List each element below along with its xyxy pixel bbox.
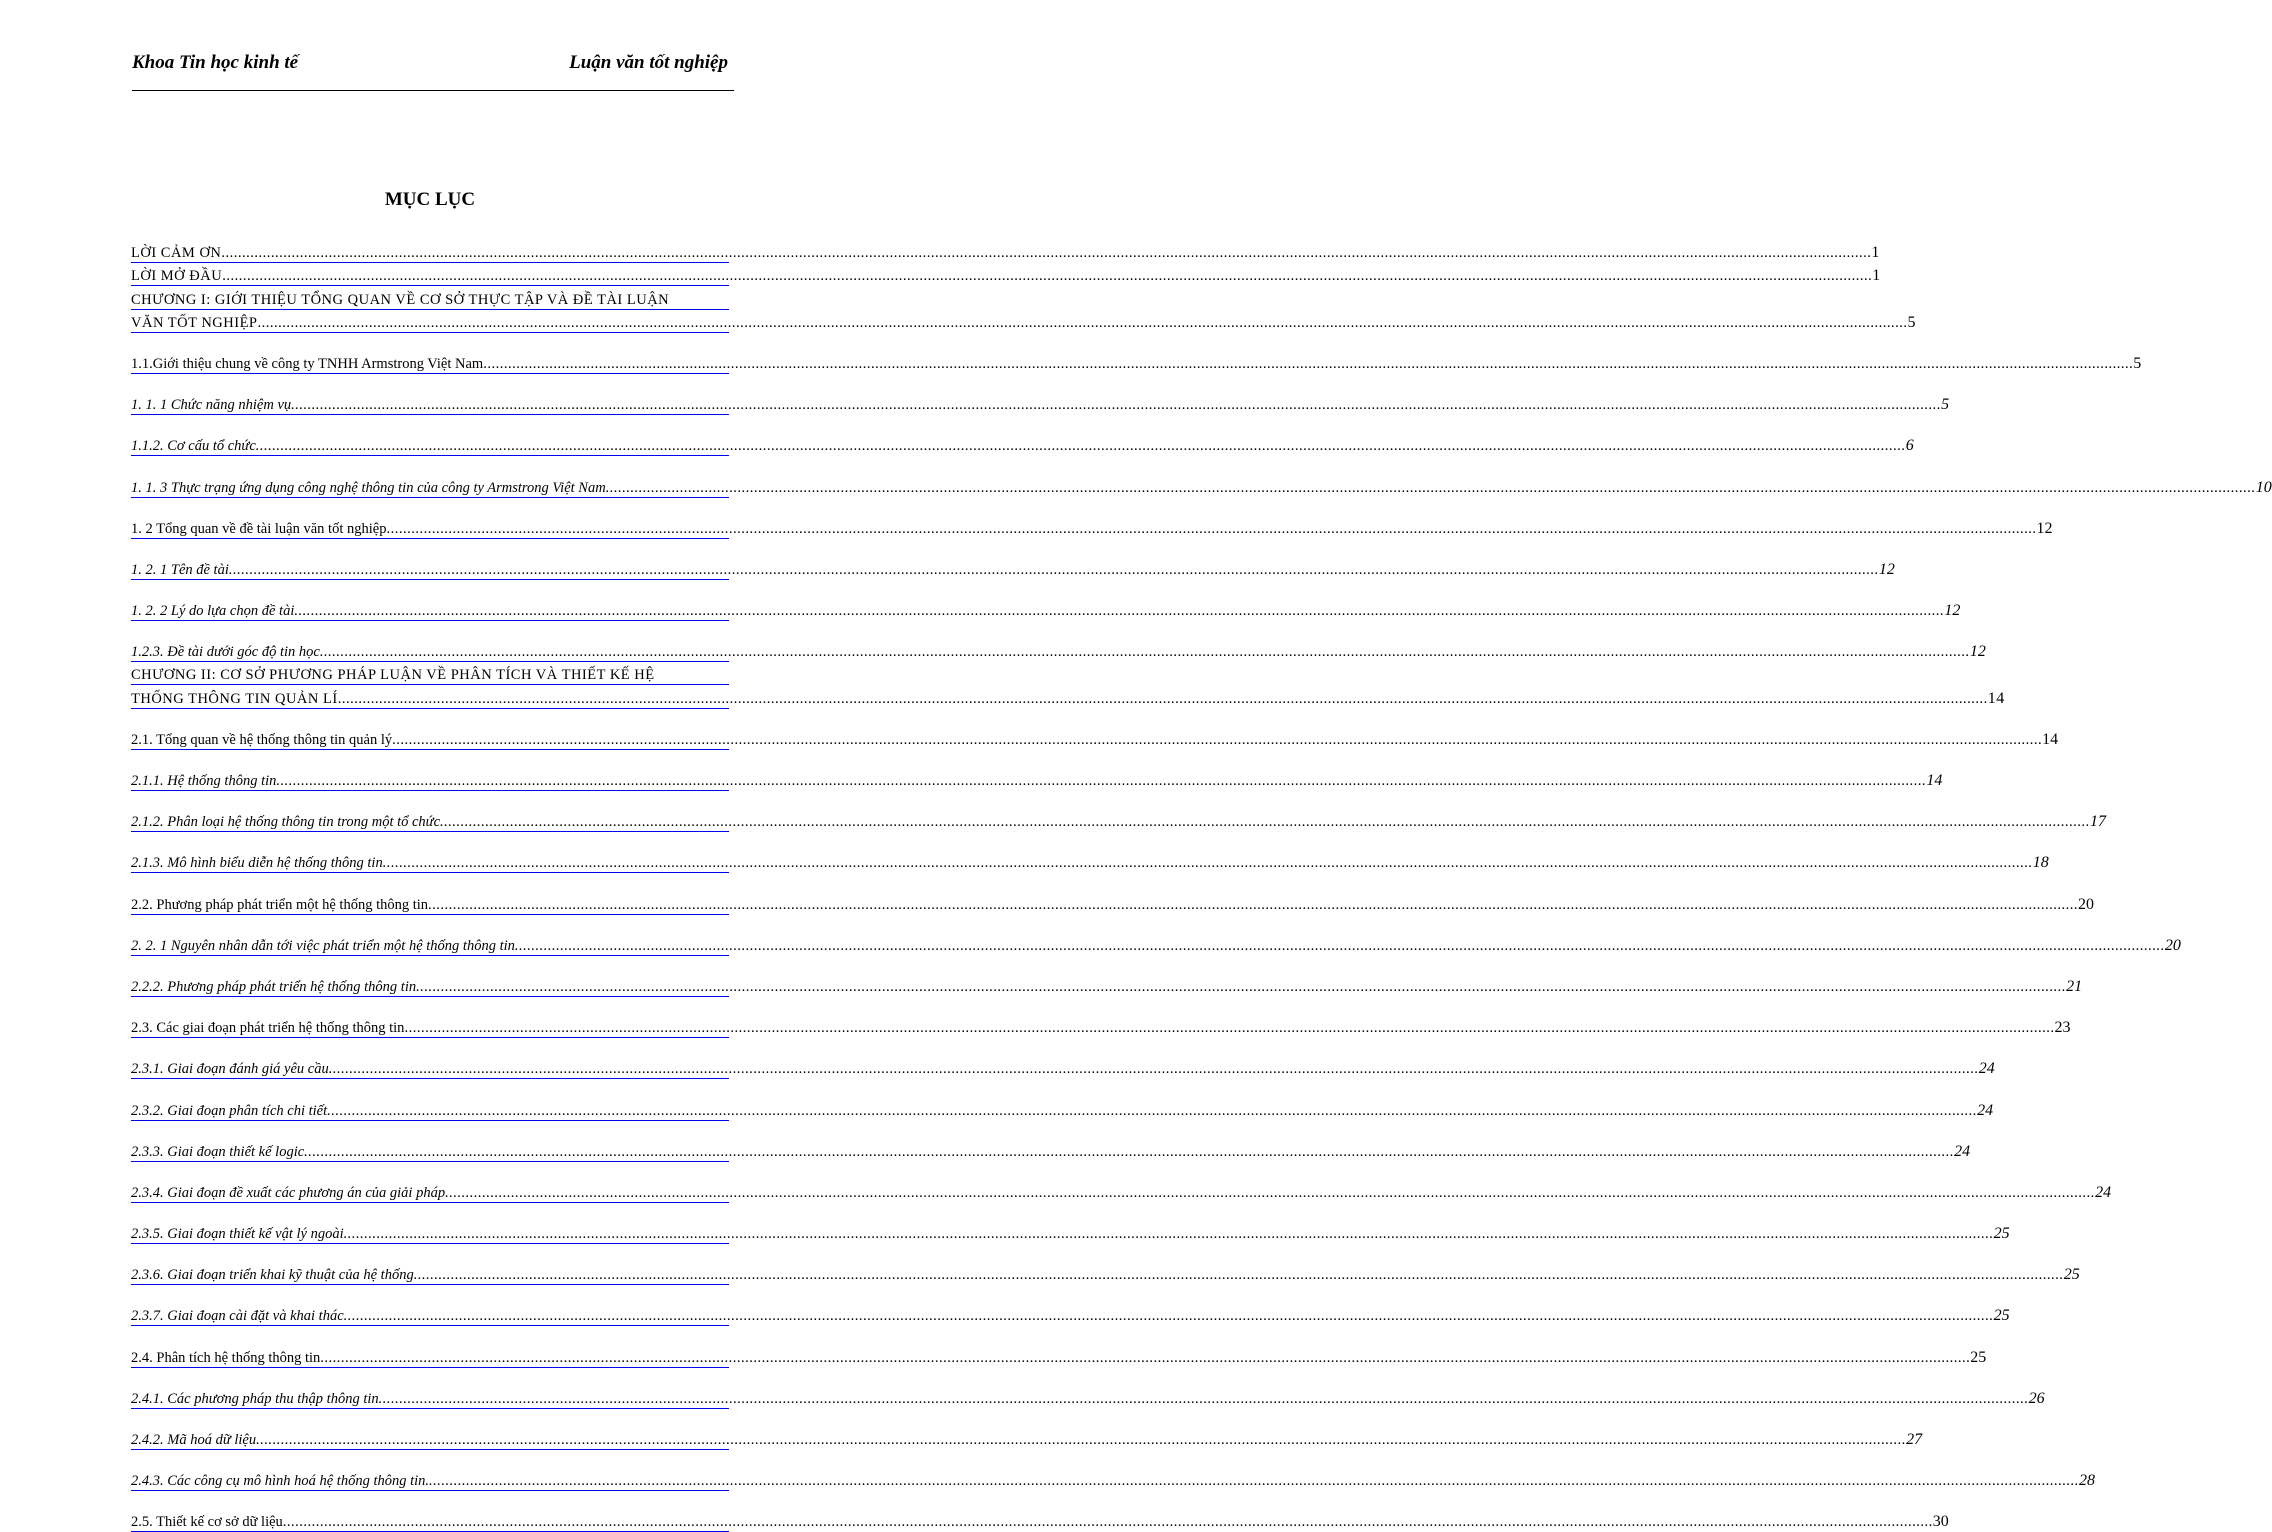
toc-page-number: 5 <box>1907 313 1916 331</box>
dot-leader: ................................................................................................................................................................................................................................................................................................................................................................................................................ <box>319 644 1970 661</box>
toc-page-number: 5 <box>1941 396 1950 414</box>
dot-leader: ................................................................................................................................................................................................................................................................................................................................................................................................................ <box>228 561 1879 578</box>
toc-entry[interactable] <box>131 809 2107 832</box>
toc-page-number: 28 <box>2079 1472 2096 1490</box>
toc-entry[interactable] <box>131 240 1880 263</box>
toc-page-number: 14 <box>2042 730 2059 748</box>
dot-leader: ................................................................................................................................................................................................................................................................................................................................................................................................................ <box>343 1226 1994 1243</box>
toc-entry-label-line1: CHƯƠNG I: GIỚI THIỆU TỔNG QUAN VỀ CƠ SỞ THỰC TẬP VÀ ĐỀ TÀI LUẬN <box>131 286 729 309</box>
faculty-name: Khoa Tin học kinh tế <box>132 52 299 73</box>
dot-leader: ................................................................................................................................................................................................................................................................................................................................................................................................................ <box>282 1514 1933 1531</box>
toc-entry-label: 1. 2 Tổng quan về đề tài luận văn tốt nghiệp <box>131 520 387 537</box>
toc-page-number: 25 <box>1970 1348 1987 1366</box>
toc-entry[interactable] <box>131 1344 1987 1367</box>
toc-entry-label: 2.4. Phân tích hệ thống thông tin <box>131 1349 321 1366</box>
toc-entry[interactable] <box>131 662 2005 708</box>
toc-entry[interactable] <box>131 598 1961 621</box>
toc-entry-label: 1.1.2. Cơ cấu tổ chức <box>131 438 256 455</box>
toc-page-number: 26 <box>2028 1389 2045 1407</box>
dot-leader: ................................................................................................................................................................................................................................................................................................................................................................................................................ <box>255 438 1906 455</box>
toc-entry-label: 2.4.3. Các công cụ mô hình hoá hệ thống thông tin. <box>131 1473 430 1490</box>
toc-entry-label: 2.3.7. Giai đoạn cài đặt và khai thác <box>131 1308 344 1325</box>
toc-page-number: 1 <box>1872 267 1881 285</box>
toc-entry[interactable] <box>131 768 1943 791</box>
dot-leader: ................................................................................................................................................................................................................................................................................................................................................................................................................ <box>257 314 1908 331</box>
toc-entry-label: 2.4.1. Các phương pháp thu thập thông tin <box>131 1390 379 1407</box>
toc-entry-label: 2.3.2. Giai đoạn phân tích chi tiết <box>131 1102 328 1119</box>
dot-leader: ................................................................................................................................................................................................................................................................................................................................................................................................................ <box>221 245 1872 262</box>
dot-leader: ................................................................................................................................................................................................................................................................................................................................................................................................................ <box>386 520 2037 537</box>
toc-page-number: 27 <box>1906 1431 1923 1448</box>
toc-page-number: 21 <box>2066 977 2083 995</box>
toc-entry-label: 2.3.1. Giai đoạn đánh giá yêu cầu <box>131 1061 329 1078</box>
toc-entry[interactable] <box>131 1262 2080 1285</box>
toc-entry[interactable] <box>131 392 1950 415</box>
toc-entry[interactable] <box>131 1015 2071 1038</box>
dot-leader: ................................................................................................................................................................................................................................................................................................................................................................................................................ <box>440 814 2091 831</box>
toc-entry[interactable] <box>131 1509 1949 1532</box>
toc-entry-label: 2.1. Tổng quan về hệ thống thông tin quản lý <box>131 731 393 748</box>
dot-leader: ................................................................................................................................................................................................................................................................................................................................................................................................................ <box>416 978 2067 995</box>
toc-entry-label: 2.1.3. Mô hình biểu diễn hệ thống thông tin <box>131 855 383 872</box>
toc-page-number: 12 <box>1878 560 1895 578</box>
dot-leader: ................................................................................................................................................................................................................................................................................................................................................................................................................ <box>605 479 2256 496</box>
toc-entry-label: 2. 2. 1 Nguyên nhân dẫn tới việc phát triển một hệ thống thông tin <box>131 937 515 954</box>
header-divider <box>132 90 734 91</box>
dot-leader: ................................................................................................................................................................................................................................................................................................................................................................................................................ <box>328 1061 1979 1078</box>
toc-entry[interactable] <box>131 474 2272 497</box>
toc-entry-label: 2.2.2. Phương pháp phát triển hệ thống thông tin <box>131 978 417 995</box>
toc-entry-label: 1.1.Giới thiệu chung về công ty TNHH Armstrong Việt Nam <box>131 355 484 372</box>
toc-entry[interactable] <box>131 286 1916 332</box>
toc-entry-label: LỜI MỞ ĐẦU <box>131 268 223 285</box>
toc-entry-label: 2.3.3. Giai đoạn thiết kế logic <box>131 1143 305 1160</box>
toc-page-number: 24 <box>1978 1060 1995 1078</box>
dot-leader: ................................................................................................................................................................................................................................................................................................................................................................................................................ <box>294 603 1945 620</box>
dot-leader: ................................................................................................................................................................................................................................................................................................................................................................................................................ <box>276 773 1927 789</box>
table-of-contents <box>131 240 2272 1532</box>
toc-page-number: 25 <box>1993 1225 2010 1243</box>
dot-leader: ................................................................................................................................................................................................................................................................................................................................................................................................................ <box>392 731 2043 748</box>
page-title: MỤC LỤC <box>384 189 476 210</box>
toc-entry[interactable] <box>131 1221 2010 1244</box>
toc-entry[interactable] <box>131 727 2059 750</box>
toc-page-number: 10 <box>2255 478 2272 496</box>
toc-entry-label: 2.5. Thiết kế cơ sở dữ liệu <box>131 1514 283 1531</box>
dot-leader: ................................................................................................................................................................................................................................................................................................................................................................................................................ <box>320 1349 1971 1366</box>
dot-leader: ................................................................................................................................................................................................................................................................................................................................................................................................................ <box>413 1267 2064 1284</box>
toc-entry-label-line1: CHƯƠNG II: CƠ SỞ PHƯƠNG PHÁP LUẬN VỀ PHÂN TÍCH VÀ THIẾT KẾ HỆ <box>131 662 729 685</box>
toc-page-number: 23 <box>2054 1019 2071 1037</box>
toc-page-number: 24 <box>1954 1142 1971 1160</box>
dot-leader: ................................................................................................................................................................................................................................................................................................................................................................................................................ <box>445 1184 2096 1201</box>
toc-entry-label: 1. 1. 3 Thực trạng ứng dụng công nghệ thông tin của công ty Armstrong Việt Nam <box>131 479 606 496</box>
toc-entry[interactable] <box>131 974 2083 997</box>
toc-entry[interactable] <box>131 433 1914 456</box>
dot-leader: ................................................................................................................................................................................................................................................................................................................................................................................................................ <box>428 896 2079 913</box>
toc-page-number: 25 <box>2063 1266 2080 1284</box>
toc-entry[interactable] <box>131 263 1881 286</box>
toc-entry[interactable] <box>131 1180 2112 1203</box>
toc-entry[interactable] <box>131 891 2095 914</box>
toc-entry[interactable] <box>131 1097 1994 1120</box>
toc-page-number: 6 <box>1905 437 1914 455</box>
dot-leader: ................................................................................................................................................................................................................................................................................................................................................................................................................ <box>337 690 1988 707</box>
dot-leader: ................................................................................................................................................................................................................................................................................................................................................................................................................ <box>222 268 1873 285</box>
toc-page-number: 20 <box>2164 936 2181 954</box>
toc-page-number: 14 <box>1926 772 1943 789</box>
toc-entry[interactable] <box>131 1056 1995 1079</box>
toc-entry-label: 2.3.5. Giai đoạn thiết kế vật lý ngoài <box>131 1226 344 1243</box>
toc-entry[interactable] <box>131 1386 2045 1409</box>
dot-leader: ................................................................................................................................................................................................................................................................................................................................................................................................................ <box>291 397 1942 414</box>
toc-page-number: 30 <box>1932 1513 1949 1531</box>
dot-leader: ................................................................................................................................................................................................................................................................................................................................................................................................................ <box>514 937 2165 954</box>
toc-page-number: 12 <box>1944 602 1961 620</box>
dot-leader: ................................................................................................................................................................................................................................................................................................................................................................................................................ <box>404 1020 2055 1037</box>
toc-entry[interactable] <box>131 1468 2096 1491</box>
toc-entry[interactable] <box>131 1303 2010 1326</box>
toc-entry-label: 1. 2. 2 Lý do lựa chọn đề tài <box>131 603 295 620</box>
toc-page-number: 5 <box>2133 354 2142 372</box>
toc-page-number: 18 <box>2032 854 2049 872</box>
dot-leader: ................................................................................................................................................................................................................................................................................................................................................................................................................ <box>382 855 2033 872</box>
toc-entry-label: 2.3.6. Giai đoạn triển khai kỹ thuật của hệ thống <box>131 1267 414 1284</box>
toc-entry[interactable] <box>131 850 2049 873</box>
page-header <box>132 50 734 90</box>
dot-leader: ................................................................................................................................................................................................................................................................................................................................................................................................................ <box>327 1102 1978 1119</box>
toc-entry[interactable] <box>131 557 1895 580</box>
thesis-label: Luận văn tốt nghiệp <box>569 52 728 73</box>
toc-entry[interactable] <box>131 351 2142 374</box>
toc-page-number: 24 <box>2095 1183 2112 1201</box>
toc-entry-label: 2.2. Phương pháp phát triển một hệ thống thông tin <box>131 896 429 913</box>
toc-page-number: 14 <box>1987 689 2005 707</box>
toc-entry[interactable] <box>131 933 2181 956</box>
toc-page-number: 25 <box>1993 1307 2010 1325</box>
toc-entry[interactable] <box>131 1139 1971 1162</box>
dot-leader: ................................................................................................................................................................................................................................................................................................................................................................................................................ <box>378 1390 2029 1407</box>
toc-entry[interactable] <box>131 516 2053 539</box>
toc-entry-label: 2.4.2. Mã hoá dữ liệu <box>131 1432 257 1448</box>
dot-leader: ................................................................................................................................................................................................................................................................................................................................................................................................................ <box>429 1473 2080 1490</box>
toc-page-number: 1 <box>1871 244 1880 262</box>
toc-entry-label: 2.1.1. Hệ thống thông tin <box>131 773 277 789</box>
dot-leader: ................................................................................................................................................................................................................................................................................................................................................................................................................ <box>256 1432 1907 1448</box>
dot-leader: ................................................................................................................................................................................................................................................................................................................................................................................................................ <box>343 1308 1994 1325</box>
dot-leader: ................................................................................................................................................................................................................................................................................................................................................................................................................ <box>483 355 2134 372</box>
toc-entry-label: LỜI CẢM ƠN <box>131 245 222 262</box>
toc-page-number: 12 <box>1969 643 1986 661</box>
toc-page-number: 20 <box>2078 895 2095 913</box>
toc-page-number: 24 <box>1977 1101 1994 1119</box>
toc-page-number: 12 <box>2036 519 2053 537</box>
toc-entry-label: THỐNG THÔNG TIN QUẢN LÍ <box>131 690 338 707</box>
toc-entry-label: 2.3. Các giai đoạn phát triển hệ thống thông tin <box>131 1020 405 1037</box>
dot-leader: ................................................................................................................................................................................................................................................................................................................................................................................................................ <box>304 1143 1955 1160</box>
toc-entry-label: 2.3.4. Giai đoạn đề xuất các phương án của giải pháp <box>131 1184 446 1201</box>
toc-entry-label: 1.2.3. Đề tài dưới góc độ tin học <box>131 644 320 661</box>
toc-entry-label: 1. 1. 1 Chức năng nhiệm vụ <box>131 397 292 414</box>
toc-entry[interactable] <box>131 639 1986 662</box>
toc-entry-label: 1. 2. 1 Tên đề tài <box>131 561 229 578</box>
toc-entry[interactable] <box>131 1427 1923 1450</box>
toc-entry-label: 2.1.2. Phân loại hệ thống thông tin trong một tổ chức <box>131 814 441 831</box>
toc-entry-label: VĂN TỐT NGHIỆP <box>131 314 258 331</box>
toc-page-number: 17 <box>2090 813 2107 831</box>
